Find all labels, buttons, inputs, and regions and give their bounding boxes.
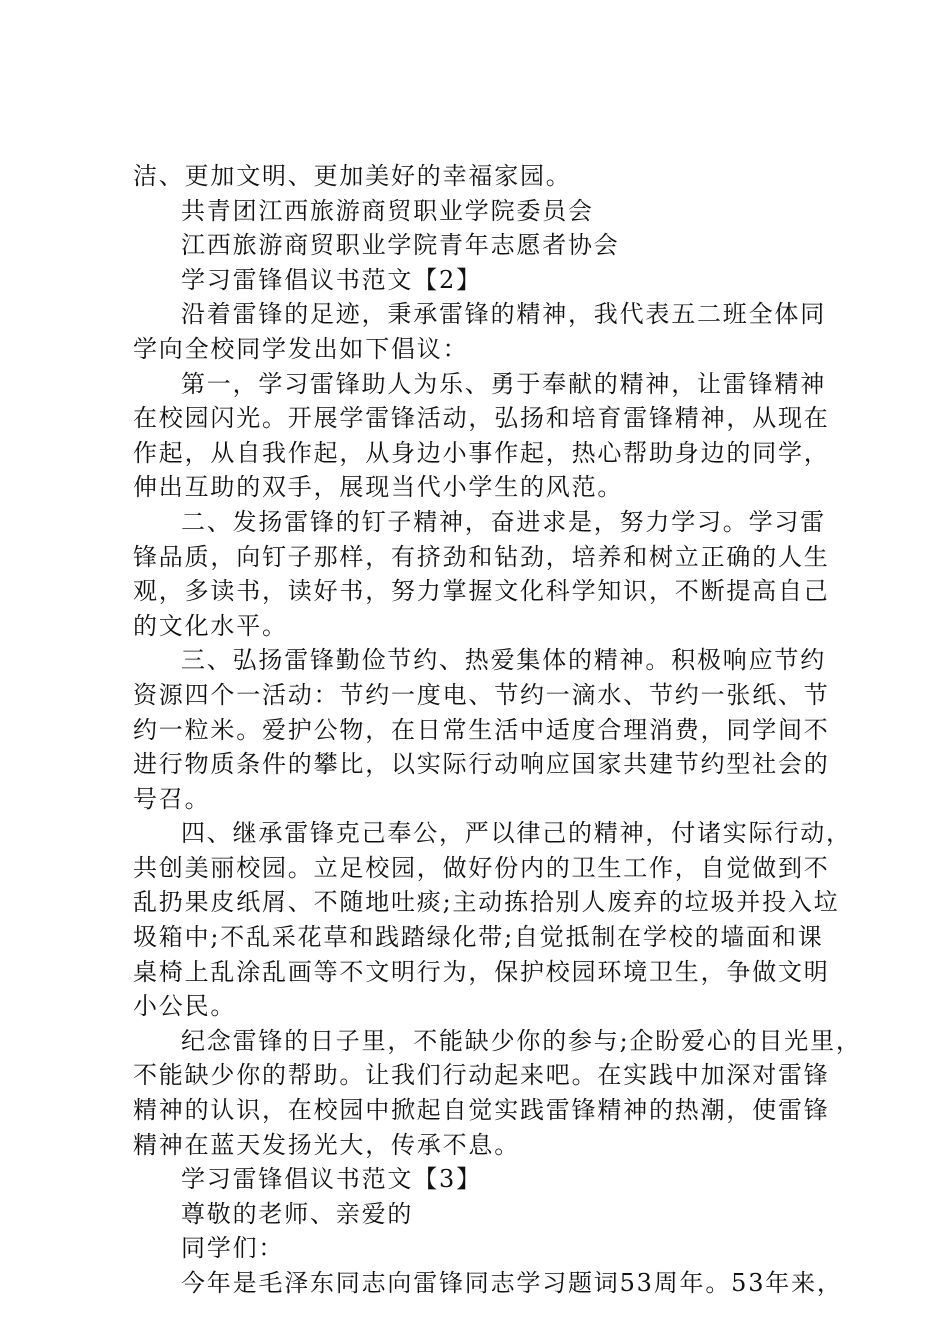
text-line: 不能缺少你的帮助。让我们行动起来吧。在实践中加深对雷锋 (133, 1061, 830, 1090)
text-line: 四、继承雷锋克己奉公，严以律己的精神，付诸实际行动， (181, 819, 852, 848)
text-line: 三、弘扬雷锋勤俭节约、热爱集体的精神。积极响应节约 (181, 646, 826, 675)
text-line: 今年是毛泽东同志向雷锋同志学习题词53周年。53年来， (181, 1269, 843, 1297)
text-line: 资源四个一活动：节约一度电、节约一滴水、节约一张纸、节 (133, 680, 830, 709)
text-line: 的文化水平。 (133, 611, 288, 640)
text-line: 共青团江西旅游商贸职业学院委员会 (181, 196, 594, 225)
text-line: 同学们： (181, 1234, 285, 1263)
text-line: 尊敬的老师、亲爱的 (181, 1199, 414, 1228)
text-line: 伸出互助的双手，展现当代小学生的风范。 (133, 473, 624, 502)
text-line: 精神在蓝天发扬光大，传承不息。 (133, 1130, 520, 1159)
text-line: 共创美丽校园。立足校园，做好份内的卫生工作，自觉做到不 (133, 853, 830, 882)
text-line: 乱扔果皮纸屑、不随地吐痰;主动拣拾别人废弃的垃圾并投入垃 (133, 888, 840, 917)
text-line: 二、发扬雷锋的钉子精神，奋进求是，努力学习。学习雷 (181, 507, 826, 536)
text-line: 江西旅游商贸职业学院青年志愿者协会 (181, 231, 620, 260)
text-line: 学习雷锋倡议书范文【2】 (181, 265, 482, 294)
text-line: 锋品质，向钉子那样，有挤劲和钻劲，培养和树立正确的人生 (133, 542, 830, 571)
text-line: 第一，学习雷锋助人为乐、勇于奉献的精神，让雷锋精神 (181, 369, 826, 398)
document-body (133, 159, 862, 1301)
text-line: 桌椅上乱涂乱画等不文明行为，保护校园环境卫生，争做文明 (133, 957, 830, 986)
text-line: 纪念雷锋的日子里，不能缺少你的参与;企盼爱心的目光里， (181, 1026, 862, 1055)
text-line: 进行物质条件的攀比，以实际行动响应国家共建节约型社会的 (133, 750, 830, 779)
text-line: 在校园闪光。开展学雷锋活动，弘扬和培育雷锋精神，从现在 (133, 404, 830, 433)
text-line: 号召。 (133, 784, 211, 813)
text-line: 作起，从自我作起，从身边小事作起，热心帮助身边的同学， (133, 438, 830, 467)
text-line: 洁、更加文明、更加美好的幸福家园。 (133, 162, 572, 190)
text-line: 观，多读书，读好书，努力掌握文化科学知识，不断提高自己 (133, 577, 830, 606)
text-line: 学向全校同学发出如下倡议： (133, 334, 469, 363)
text-line: 小公民。 (133, 992, 237, 1021)
text-line: 学习雷锋倡议书范文【3】 (181, 1165, 482, 1194)
text-line: 圾箱中;不乱采花草和践踏绿化带;自觉抵制在学校的墙面和课 (133, 923, 824, 952)
text-line: 沿着雷锋的足迹，秉承雷锋的精神，我代表五二班全体同 (181, 300, 826, 329)
text-line: 精神的认识，在校园中掀起自觉实践雷锋精神的热潮，使雷锋 (133, 1096, 830, 1125)
text-line: 约一粒米。爱护公物，在日常生活中适度合理消费，同学间不 (133, 715, 830, 744)
